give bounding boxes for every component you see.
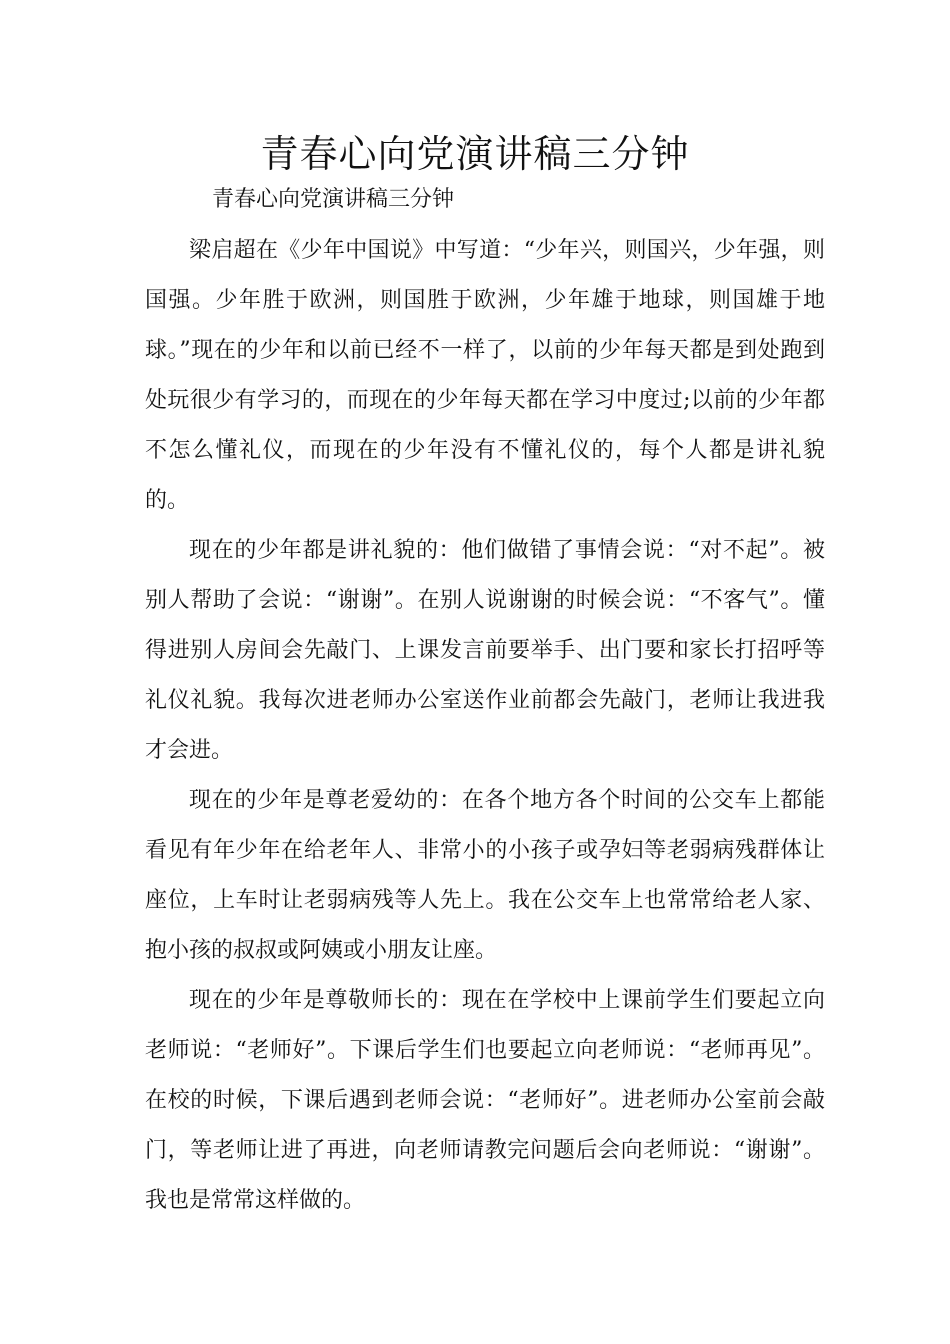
paragraph-4: 现在的少年是尊敬师长的：现在在学校中上课前学生们要起立向老师说：“老师好”。下课后学生们也要起立向老师说：“老师再见”。在校的时候，下课后遇到老师会说：“老师好”。进老师办公室前会敲门，等老师让进了再进，向老师请教完问题后会向老师说：“谢谢”。我也是常常这样做的。	[145, 988, 825, 1213]
paragraph-1: 梁启超在《少年中国说》中写道：“少年兴，则国兴，少年强，则国强。少年胜于欧洲，则国胜于欧洲，少年雄于地球，则国雄于地球。”现在的少年和以前已经不一样了，以前的少年每天都是到处跑到处玩很少有学习的，而现在的少年每天都在学习中度过;以前的少年都不怎么懂礼仪，而现在的少年没有不懂礼仪的，每个人都是讲礼貌的。	[145, 238, 825, 513]
document-title: 青春心向党演讲稿三分钟	[260, 132, 690, 176]
paragraph-2: 现在的少年都是讲礼貌的：他们做错了事情会说：“对不起”。被别人帮助了会说：“谢谢”。在别人说谢谢的时候会说：“不客气”。懂得进别人房间会先敲门、上课发言前要举手、出门要和家长打招呼等礼仪礼貌。我每次进老师办公室送作业前都会先敲门，老师让我进我才会进。	[145, 538, 825, 763]
document-body	[145, 226, 825, 1226]
paragraph-3: 现在的少年是尊老爱幼的：在各个地方各个时间的公交车上都能看见有年少年在给老年人、非常小的小孩子或孕妇等老弱病残群体让座位，上车时让老弱病残等人先上。我在公交车上也常常给老人家、抱小孩的叔叔或阿姨或小朋友让座。	[145, 788, 825, 963]
document-subtitle: 青春心向党演讲稿三分钟	[212, 187, 455, 212]
